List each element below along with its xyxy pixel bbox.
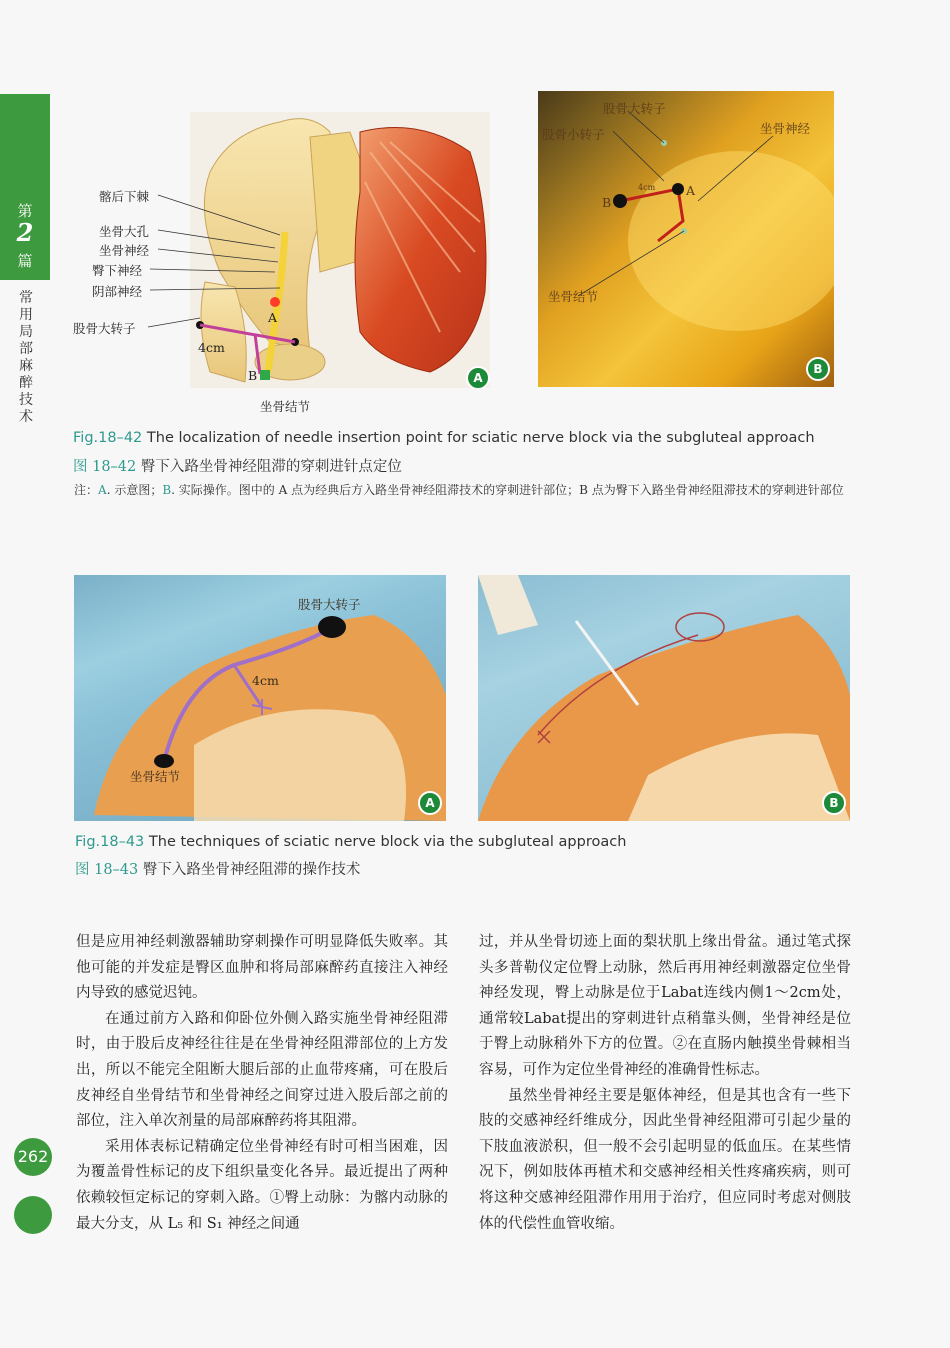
fig43-caption-cn-number: 图 18–43	[75, 862, 139, 878]
fig42-caption-en-text: The localization of needle insertion point for sciatic nerve block via the subgluteal approach	[146, 430, 815, 446]
fig42b-label-a: A	[686, 183, 696, 198]
fig42-note-b: B	[162, 483, 172, 497]
fig42-illustration	[190, 112, 490, 388]
page-number: 262	[14, 1138, 52, 1176]
chapter-tab-prefix: 第	[17, 202, 33, 220]
fig43-panel-b	[478, 575, 850, 821]
body-left-paragraph-3: 采用体表标记精确定位坐骨神经有时可相当困难，因为覆盖骨性标记的皮下组织量变化各异。最近提出了两种依赖较恒定标记的穿刺入路。①臀上动脉：为髂内动脉的最大分支，从 L₅ 和 S₁ 神经之间通	[76, 1138, 448, 1232]
fig42a-label-b: B	[248, 368, 258, 383]
section-title-vertical: 常用局部麻醉技术	[19, 290, 33, 425]
fig43a-label-tuberosity: 坐骨结节	[130, 769, 181, 784]
fig42a-label-foramen: 坐骨大孔	[99, 224, 150, 239]
fig42b-label-sciatic: 坐骨神经	[760, 121, 811, 136]
fig42b-label-lesser-trochanter: 股骨小转子	[542, 127, 605, 142]
fig42a-label-pudendal: 阴部神经	[92, 284, 143, 299]
fig42-caption-cn-text: 臀下入路坐骨神经阻滞的穿刺进针点定位	[140, 459, 402, 475]
fig42-note-a-text: . 示意图；	[106, 483, 163, 497]
fig43a-badge: A	[418, 791, 442, 815]
fig42b-label-b: B	[602, 195, 612, 210]
fig43b-markings	[478, 575, 850, 821]
fig42a-label-psis: 髂后下棘	[99, 189, 150, 204]
fig43-caption-cn-text: 臀下入路坐骨神经阻滞的操作技术	[142, 862, 361, 878]
fig42a-label-sciatic: 坐骨神经	[99, 243, 150, 258]
page-number-decoration	[14, 1196, 52, 1234]
chapter-tab-suffix: 篇	[17, 252, 33, 270]
fig42-caption-cn-number: 图 18–42	[73, 459, 137, 475]
fig42-note-prefix: 注：	[74, 483, 99, 497]
fig42b-label-tuberosity: 坐骨结节	[548, 289, 599, 304]
fig42b-label-distance: 4cm	[638, 183, 656, 192]
body-left-paragraph-1: 但是应用神经刺激器辅助穿刺操作可明显降低失败率。其他可能的并发症是臀区血肿和将局部麻醉药直接注入神经内导致的感觉迟钝。	[76, 934, 448, 1002]
chapter-tab-number: 2	[16, 218, 34, 247]
body-right-column	[479, 930, 851, 1237]
chapter-tab	[0, 94, 50, 280]
body-left-paragraph-2: 在通过前方入路和仰卧位外侧入路实施坐骨神经阻滞时，由于股后皮神经往往是在坐骨神经阻滞部位的上方发出，所以不能完全阻断大腿后部的止血带疼痛，可在股后皮神经自坐骨结节和坐骨神经之间穿过进入股后部之前的部位，注入单次剂量的局部麻醉药将其阻滞。	[76, 1010, 448, 1130]
fig43a-label-trochanter: 股骨大转子	[298, 597, 361, 612]
body-right-paragraph-2: 虽然坐骨神经主要是躯体神经，但是其也含有一些下肢的交感神经纤维成分，因此坐骨神经阻滞可引起少量的下肢血液淤积，但一般不会引起明显的低血压。在某些情况下，例如肢体再植术和交感神经相关性疼痛疾病，则可将这种交感神经阻滞作用用于治疗，但应同时考虑对侧肢体的代偿性血管收缩。	[479, 1087, 851, 1232]
fig43a-label-distance: 4cm	[252, 673, 279, 688]
fig42b-label-greater-trochanter: 股骨大转子	[603, 101, 666, 116]
fig42a-label-trochanter: 股骨大转子	[73, 321, 136, 336]
fig42-note	[74, 480, 854, 501]
fig42-caption-en-number: Fig.18–42	[73, 430, 143, 446]
body-right-paragraph-1: 过，并从坐骨切迹上面的梨状肌上缘出骨盆。通过笔式探头多普勒仪定位臀上动脉，然后再用神经刺激器定位坐骨神经发现，臀上动脉是位于Labat连线内侧1～2cm处，通常较Labat提出的穿刺进针点稍靠头侧，坐骨神经是位于臀上动脉稍外下方的位置。②在直肠内触摸坐骨棘相当容易，可作为定位坐骨神经的准确骨性标志。	[479, 934, 851, 1078]
fig42-caption-en	[73, 430, 815, 446]
body-left-column	[76, 930, 448, 1237]
fig42a-label-distance: 4cm	[198, 340, 225, 355]
fig43-caption-en-text: The techniques of sciatic nerve block via the subgluteal approach	[148, 834, 627, 850]
fig43-caption-en	[75, 834, 626, 850]
fig42a-label-inf-gluteal: 臀下神经	[92, 263, 143, 278]
fig42a-badge: A	[466, 366, 490, 388]
fig43b-badge: B	[822, 791, 846, 815]
fig43-panel-a	[74, 575, 446, 821]
fig42-panel-b	[538, 91, 834, 387]
fig42a-label-tuberosity: 坐骨结节	[260, 399, 311, 414]
fig42-note-b-text: . 实际操作。图中的 A 点为经典后方入路坐骨神经阻滞技术的穿刺进针部位；B 点为臀下入路坐骨神经阻滞技术的穿刺进针部位	[171, 483, 844, 497]
fig42a-label-a: A	[268, 310, 278, 325]
fig42-panel-a	[190, 112, 490, 388]
fig42b-badge: B	[806, 357, 830, 381]
fig42-caption-cn	[73, 455, 402, 476]
fig43-caption-en-number: Fig.18–43	[75, 834, 145, 850]
fig43-caption-cn	[75, 858, 360, 879]
fig42-note-a: A	[98, 483, 107, 497]
